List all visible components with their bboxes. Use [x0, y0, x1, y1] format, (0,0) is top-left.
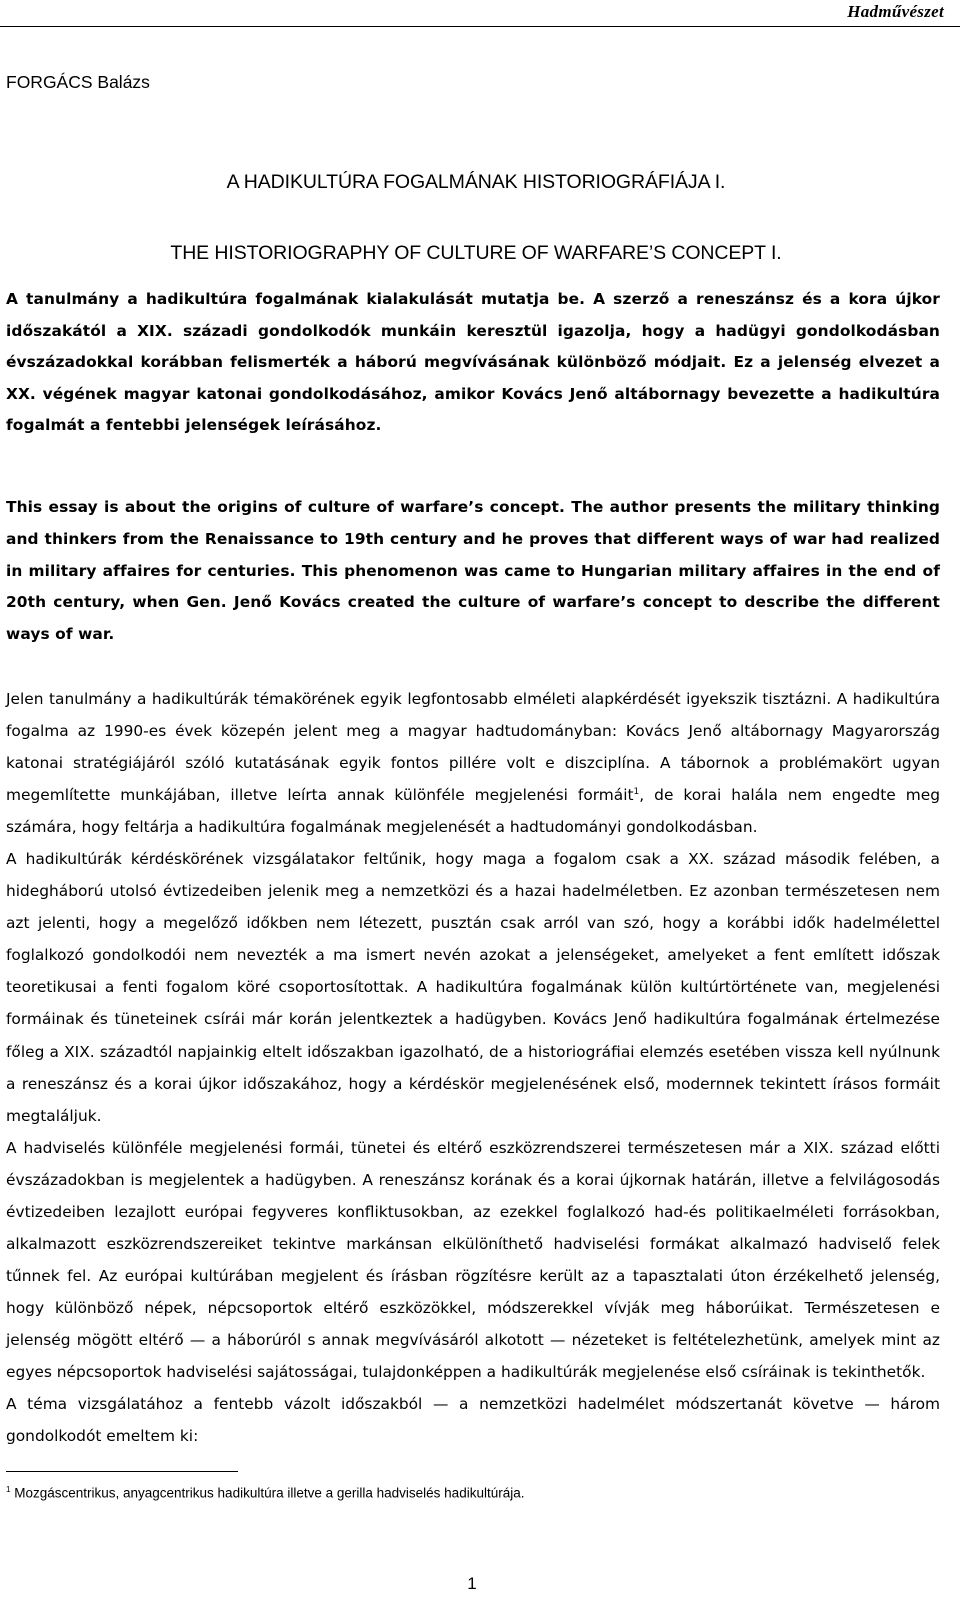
abstract-hungarian: A tanulmány a hadikultúra fogalmának kialakulását mutatja be. A szerző a reneszánsz és a kora újkor időszakától a XIX. századi gondolkodók munkáin keresztül igazolja, hogy a hadügyi gondolkodásban évszázadokkal korábban felismerték a háború megvívásának különböző módjait. Ez a jelenség elvezet a XX. végének magyar katonai gondolkodásához, amikor Kovács Jenő altábornagy bevezette a hadikultúra fogalmát a fentebbi jelenségek leírásához.	[6, 290, 940, 435]
title-hungarian: A HADIKULTÚRA FOGALMÁNAK HISTORIOGRÁFIÁJA I.	[226, 171, 726, 193]
running-head: Hadművészet	[847, 2, 944, 21]
body-paragraph: A hadikultúrák kérdéskörének vizsgálatakor feltűnik, hogy maga a fogalom csak a XX. század második felében, a hidegháború utolsó évtizedeiben jelenik meg a nemzetközi és a hazai hadelméletben. Ez azonban természetesen nem azt jelenti, hogy a megelőző időkben nem létezett, pusztán csak arról van szó, hogy a korábbi idők hadelmélettel foglalkozó gondolkodói nem nevezték a ma ismert nevén azokat a jelenségeket, amelyeket a fent említett időszak teoretikusai a fenti fogalom köré csoportosítottak. A hadikultúra fogalmának külön kultúrtörténete van, megjelenési formáinak és tüneteinek csírái már korán jelentkeztek a hadügyben. Kovács Jenő hadikultúra fogalmának értelmezése főleg a XIX. századtól napjainkig eltelt időszakban igazolható, de a historiográfiai elemzés esetében vissza kell nyúlnunk a reneszánsz és a korai újkor időszakához, hogy a kérdéskör megjelenésének első, modernnek tekintett írásos formáit megtaláljuk.	[6, 850, 940, 1125]
paragraph-text: , de korai halála nem engedte meg számára, hogy feltárja a hadikultúra fogalmának megjelenését a hadtudományi gondolkodásban.	[6, 786, 940, 837]
footnote	[6, 1485, 524, 1501]
body-paragraph: A téma vizsgálatához a fentebb vázolt időszakból — a nemzetközi hadelmélet módszertanát követve — három gondolkodót emeltem ki:	[6, 1395, 940, 1446]
author-name: FORGÁCS Balázs	[6, 72, 150, 92]
body-paragraph	[6, 683, 940, 843]
footnote-marker: 1	[6, 1485, 11, 1494]
footnote-reference[interactable]: 1	[633, 787, 640, 798]
paragraph-text: Jelen tanulmány a hadikultúrák témakörének egyik legfontosabb elméleti alapkérdését igyekszik tisztázni. A hadikultúra fogalma az 1990-es évek közepén jelent meg a magyar hadtudományban: Kovács Jenő altábornagy Magyarország katonai stratégiájáról szóló kutatásának egyik fontos pillére volt e diszciplína. A tábornok a problémakört ugyan megemlítette munkájában, illetve leírta annak különféle megjelenési formáit	[6, 690, 940, 805]
page-number: 1	[467, 1574, 477, 1593]
footnote-text: Mozgáscentrikus, anyagcentrikus hadikultúra illetve a gerilla hadviselés hadikultúrája.	[10, 1485, 525, 1501]
body-paragraph: A hadviselés különféle megjelenési formái, tünetei és eltérő eszközrendszerei természetesen már a XIX. század előtti évszázadokban is megjelentek a hadügyben. A reneszánsz korának és a korai újkornak határán, illetve a felvilágosodás évtizedeiben lezajlott európai fegyveres konfliktusokban, az ezekkel foglalkozó had-és politikaelméleti forrásokban, alkalmazott eszközrendszereiket tekintve markánsan elkülöníthető hadviselési formákat alkalmazó hadviselő felek tűnnek fel. Az európai kultúrában megjelent és írásban rögzítésre került az a tapasztalati úton érzékelhető jelenség, hogy különböző népek, népcsoportok eltérő eszközökkel, módszerekkel vívják meg háborúikat. Természetesen e jelenség mögött eltérő — a háborúról s annak megvívásáról alkotott — nézeteket is feltételezhetünk, amelyek mint az egyes népcsoportok hadviselési sajátosságai, tulajdonképpen a hadikultúrák megjelenése első csíráinak is tekinthetők.	[6, 1138, 940, 1381]
title-english: THE HISTORIOGRAPHY OF CULTURE OF WARFARE’S CONCEPT I.	[170, 242, 782, 264]
abstract-english: This essay is about the origins of culture of warfare’s concept. The author presents the military thinking and thinkers from the Renaissance to 19th century and he proves that different ways of war had realized in military affaires for centuries. This phenomenon was came to Hungarian military affaires in the end of 20th century, when Gen. Jenő Kovács created the culture of warfare’s concept to describe the different ways of war.	[6, 498, 940, 644]
footnote-separator	[6, 1471, 238, 1472]
body-text	[6, 683, 940, 1452]
header-rule	[0, 26, 960, 27]
